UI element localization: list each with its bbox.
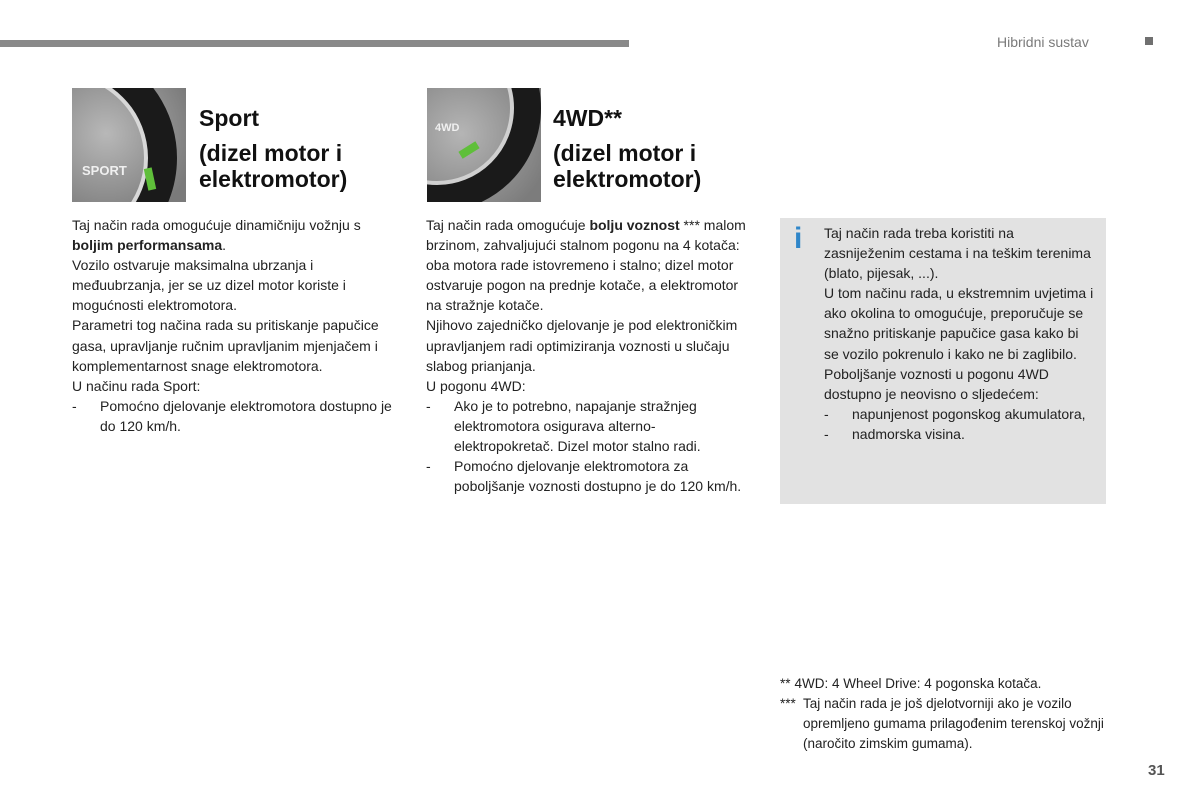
info-box (780, 218, 1106, 504)
4wd-paragraph-1: Taj način rada omogućuje bolju voznost *** malom brzinom, zahvaljujući stalnom pogonu na 4 kotača: oba motora rade istovremeno i stalno; dizel motor ostvaruje pogon na prednje kotače, a elektromotor na stražnje kotače. (426, 217, 746, 314)
4wd-heading-sub1: (dizel motor i (553, 140, 697, 166)
sport-paragraph-3: Parametri tog načina rada su pritiskanje papučice gasa, upravljanje ručnim upravljanim mjenjačem i komplementarnost snage elektromotora. (72, 317, 379, 374)
info-paragraph-2: U tom načinu rada, u ekstremnim uvjetima i ako okolina to omogućuje, preporučuje se snažno pritiskanje papučice gasa kako bi se vozilo pokrenulo i kako ne bi zaglibilo. (824, 285, 1094, 362)
footnote-item: *** Taj način rada je još djelotvorniji ako je vozilo opremljeno gumama prilagođenim terenskoj vožnji (naročito zimskim gumama). (780, 696, 1104, 751)
sport-dial-label: SPORT (82, 163, 127, 178)
sport-description (72, 215, 397, 436)
page-number: 31 (1148, 762, 1165, 779)
4wd-heading-title: 4WD** (553, 105, 623, 131)
info-icon: i (794, 222, 803, 255)
sport-paragraph-4: U načinu rada Sport: (72, 377, 201, 394)
4wd-heading-sub2: elektromotor) (553, 166, 702, 192)
sport-paragraph-2: Vozilo ostvaruje maksimalna ubrzanja i međuubrzanja, jer se uz dizel motor koriste i mogućnosti elektromotora. (72, 257, 346, 314)
4wd-description (426, 215, 748, 496)
4wd-dial-label: 4WD (435, 122, 460, 134)
section-title: Hibridni sustav (997, 34, 1089, 50)
info-text (824, 223, 1094, 444)
sport-heading-sub2: elektromotor) (199, 166, 348, 192)
4wd-bullet: - Pomoćno djelovanje elektromotora za poboljšanje voznosti dostupno je do 120 km/h. (426, 458, 742, 495)
info-bullet: - nadmorska visina. (824, 425, 965, 442)
section-marker (1145, 37, 1153, 45)
sport-paragraph-1: Taj način rada omogućuje dinamičniju vožnju s boljim performansama. (72, 217, 361, 254)
sport-bullet: - Pomoćno djelovanje elektromotora dostupno je do 120 km/h. (72, 397, 392, 434)
4wd-paragraph-2: Njihovo zajedničko djelovanje je pod elektroničkim upravljanjem radi optimiziranja voznosti u slučaju slabog prianjanja. (426, 317, 738, 374)
sport-heading (199, 104, 347, 192)
4wd-bullet: - Ako je to potrebno, napajanje stražnjeg elektromotora osigurava alterno-elektropokretač. Dizel motor stalno radi. (426, 397, 701, 455)
sport-heading-sub1: (dizel motor i (199, 140, 343, 166)
header-bar (0, 40, 629, 47)
info-paragraph-1: Taj način rada treba koristiti na zasniježenim cestama i na teškim terenima (blato, pijesak, ...). (824, 225, 1091, 282)
4wd-paragraph-3: U pogonu 4WD: (426, 377, 526, 394)
sport-heading-title: Sport (199, 105, 260, 131)
info-bullet: - napunjenost pogonskog akumulatora, (824, 405, 1086, 422)
4wd-heading (553, 104, 701, 192)
footnotes (780, 674, 1120, 754)
footnote-item: ** 4WD: 4 Wheel Drive: 4 pogonska kotača. (780, 676, 1042, 691)
sport-mode-dial-image (72, 88, 186, 202)
info-paragraph-3: Poboljšanje voznosti u pogonu 4WD dostupno je neovisno o sljedećem: (824, 365, 1049, 402)
4wd-mode-dial-image (427, 88, 541, 202)
